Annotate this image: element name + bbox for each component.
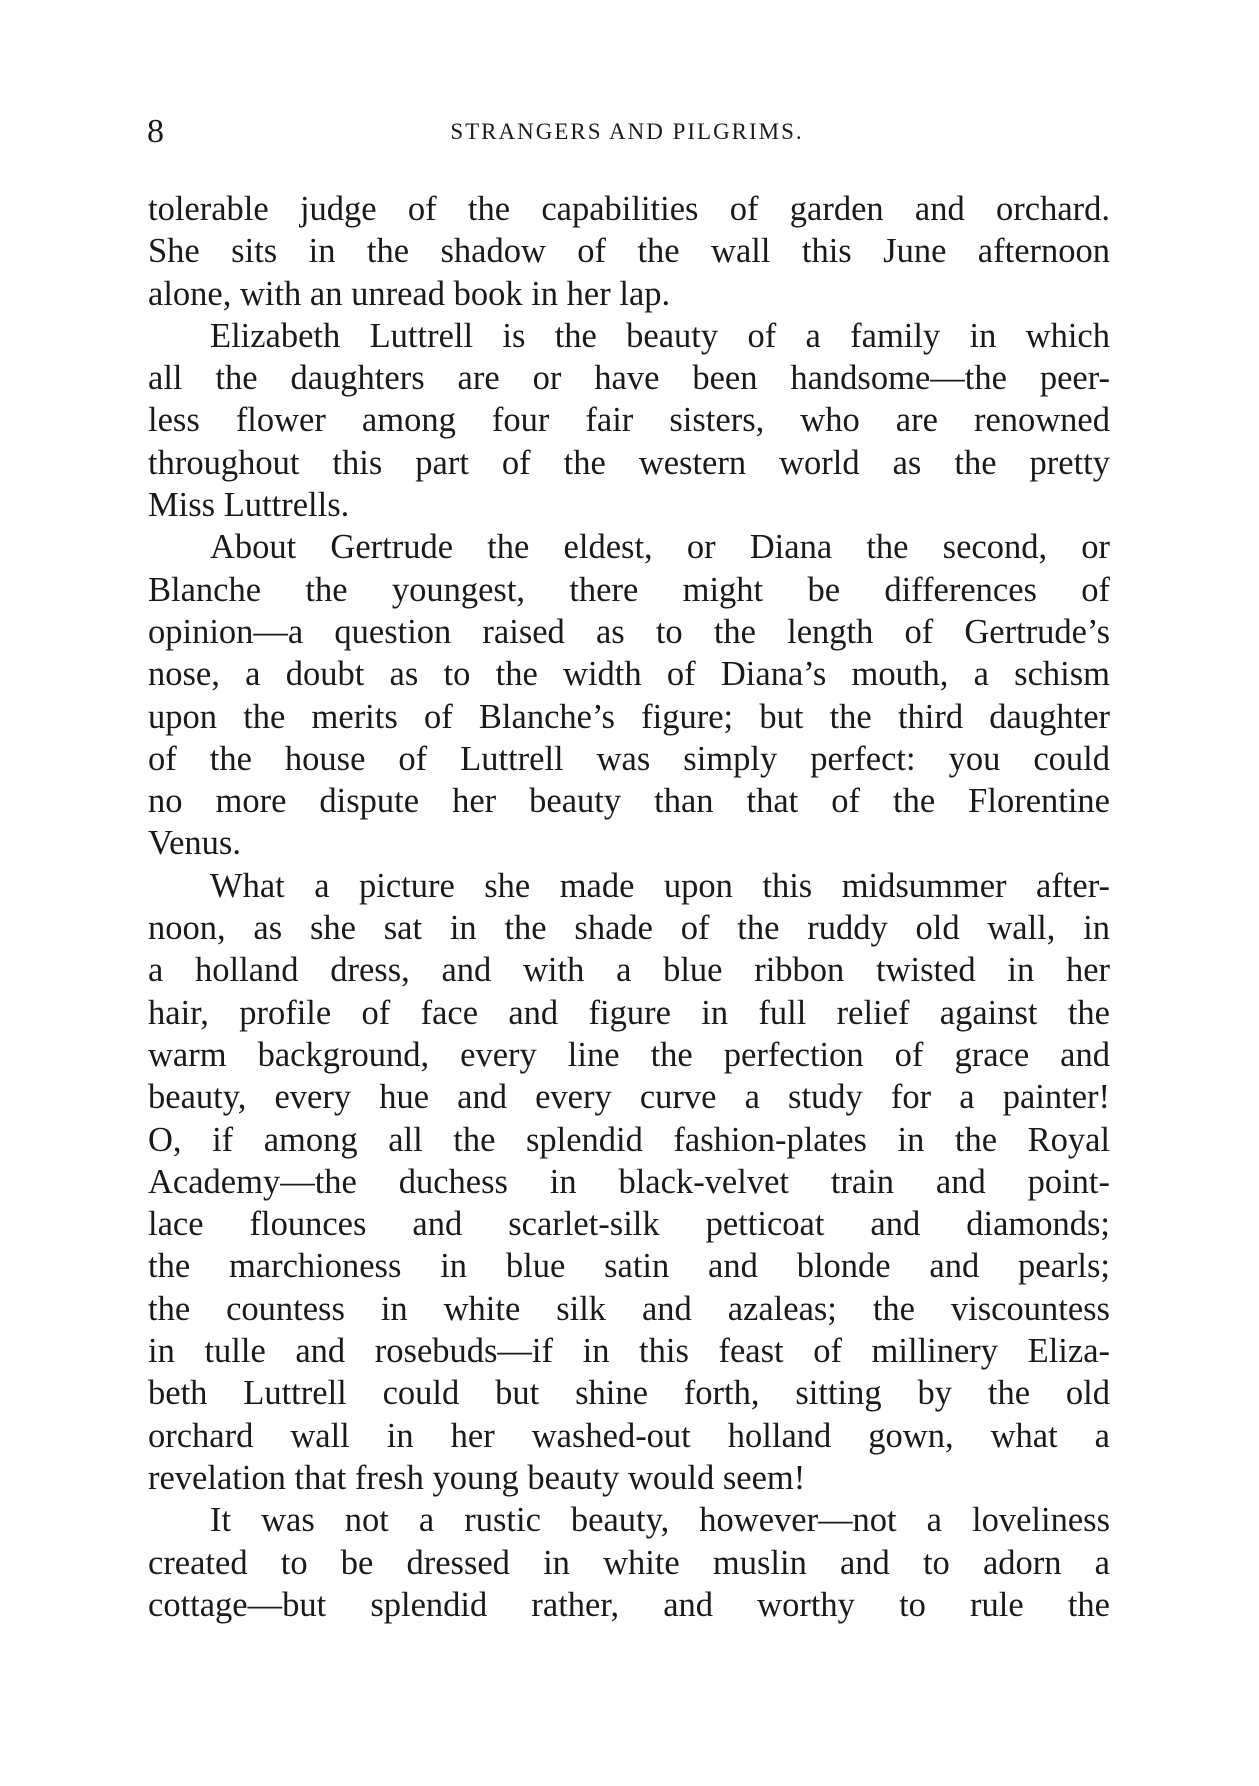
text-line: O, if among all the splendid fashion-plates in the Royal (148, 1120, 1110, 1159)
page-number: 8 (147, 113, 164, 150)
running-head (147, 112, 1107, 152)
text-line: Miss Luttrells. (148, 486, 350, 525)
text-line: revelation that fresh young beauty would seem! (148, 1458, 806, 1497)
text-line: Venus. (148, 824, 241, 863)
body-text (148, 188, 1110, 1626)
text-line: cottage—but splendid rather, and worthy to rule the (148, 1585, 1110, 1624)
text-line: It was not a rustic beauty, however—not a loveliness (210, 1501, 1110, 1540)
text-line: What a picture she made upon this midsummer after- (210, 866, 1110, 905)
text-line: opinion—a question raised as to the length of Gertrude’s (148, 612, 1110, 651)
text-line: nose, a doubt as to the width of Diana’s mouth, a schism (148, 655, 1110, 694)
text-line: in tulle and rosebuds—if in this feast of millinery Eliza- (148, 1332, 1110, 1371)
text-line: upon the merits of Blanche’s figure; but the third daughter (148, 697, 1110, 736)
text-line: throughout this part of the western world as the pretty (148, 443, 1110, 482)
text-line: She sits in the shadow of the wall this June afternoon (148, 232, 1110, 271)
text-line: beauty, every hue and every curve a study for a painter! (148, 1078, 1110, 1117)
text-line: of the house of Luttrell was simply perfect: you could (148, 739, 1110, 778)
text-line: less flower among four fair sisters, who are renowned (148, 401, 1110, 440)
text-line: all the daughters are or have been handsome—the peer- (148, 359, 1110, 398)
text-line: the marchioness in blue satin and blonde and pearls; (148, 1247, 1110, 1286)
text-line: created to be dressed in white muslin and to adorn a (148, 1543, 1110, 1582)
text-line: a holland dress, and with a blue ribbon twisted in her (148, 951, 1110, 990)
text-line: tolerable judge of the capabilities of garden and orchard. (148, 190, 1110, 228)
text-line: Academy—the duchess in black-velvet train and point- (148, 1162, 1110, 1201)
text-line: Elizabeth Luttrell is the beauty of a family in which (210, 316, 1110, 355)
text-line: Blanche the youngest, there might be differences of (148, 570, 1110, 609)
text-line: lace flounces and scarlet-silk petticoat and diamonds; (148, 1205, 1110, 1244)
text-line: alone, with an unread book in her lap. (148, 274, 671, 313)
running-title: STRANGERS AND PILGRIMS. (450, 119, 804, 144)
text-line: orchard wall in her washed-out holland gown, what a (148, 1416, 1110, 1455)
text-line: beth Luttrell could but shine forth, sitting by the old (148, 1374, 1110, 1413)
text-line: About Gertrude the eldest, or Diana the second, or (210, 528, 1110, 567)
text-line: no more dispute her beauty than that of the Florentine (148, 782, 1110, 821)
text-line: warm background, every line the perfection of grace and (148, 1035, 1110, 1074)
text-line: the countess in white silk and azaleas; the viscountess (148, 1289, 1110, 1328)
text-line: noon, as she sat in the shade of the ruddy old wall, in (148, 909, 1110, 948)
text-line: hair, profile of face and figure in full relief against the (148, 993, 1110, 1032)
